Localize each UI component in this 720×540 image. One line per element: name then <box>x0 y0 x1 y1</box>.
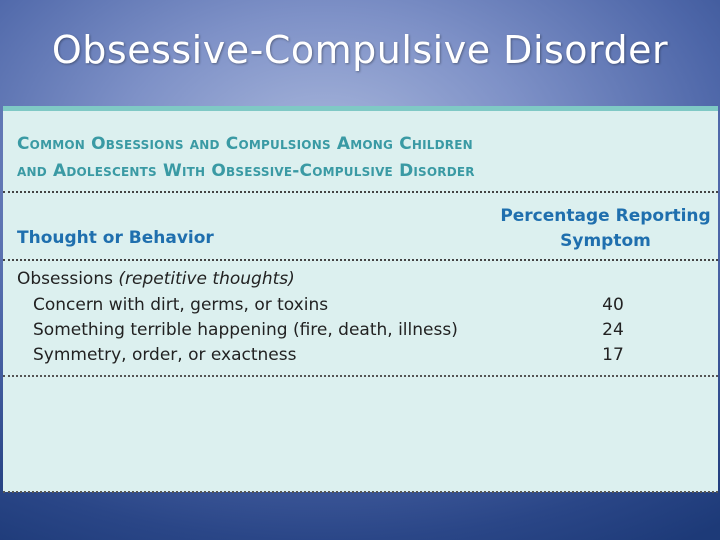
bottom-rule <box>3 491 718 493</box>
row-value: 40 <box>602 295 624 315</box>
table-row <box>33 345 703 370</box>
row-value: 17 <box>602 345 624 365</box>
row-label: Concern with dirt, germs, or toxins <box>33 295 329 315</box>
row-label: Something terrible happening (fire, death, illness) <box>33 320 458 340</box>
header-thought-or-behavior: Thought or Behavior <box>17 228 214 248</box>
group-label <box>17 269 295 289</box>
table-panel <box>3 106 718 492</box>
table-row <box>33 320 703 345</box>
caption-line-1: Common Obsessions and Compulsions Among Children <box>17 134 473 154</box>
table-caption <box>17 131 707 185</box>
header-percentage-line-2: Symptom <box>560 231 651 251</box>
row-value: 24 <box>602 320 624 340</box>
group-label-text: Obsessions <box>17 269 113 289</box>
caption-line-2: and Adolescents With Obsessive-Compulsive Disorder <box>17 161 475 181</box>
table-row <box>33 295 703 320</box>
row-label: Symmetry, order, or exactness <box>33 345 297 365</box>
caption-rule <box>3 191 718 193</box>
slide-title: Obsessive-Compulsive Disorder <box>51 28 669 72</box>
header-rule <box>3 259 718 261</box>
header-percentage <box>493 204 718 254</box>
header-percentage-line-1: Percentage Reporting <box>500 206 711 226</box>
group-label-note: (repetitive thoughts) <box>118 269 295 289</box>
section-rule <box>3 375 718 377</box>
